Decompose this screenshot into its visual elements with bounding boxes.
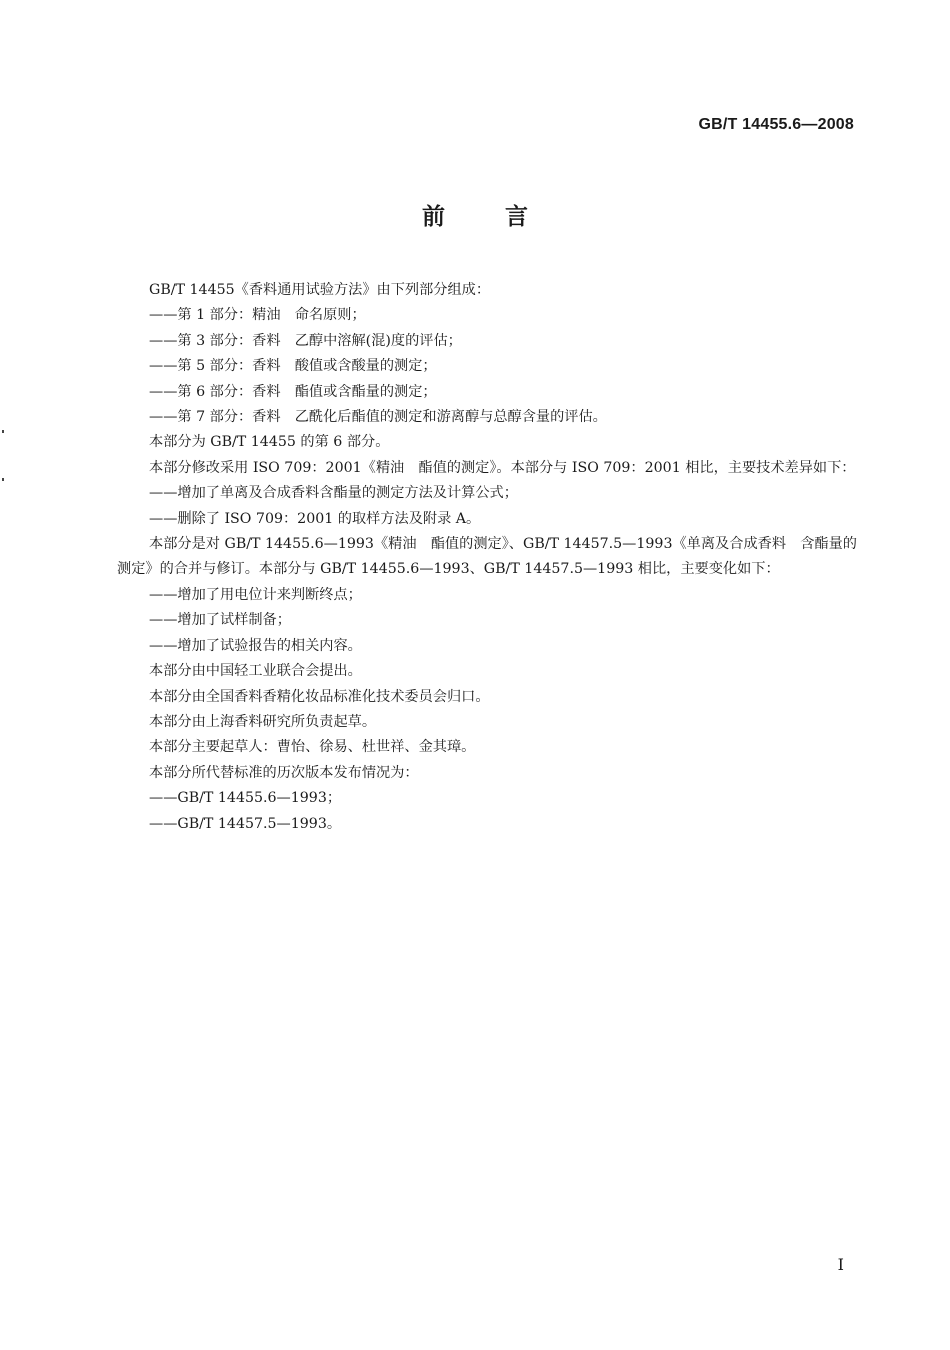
scan-mark bbox=[2, 430, 4, 433]
page-title: 前言 bbox=[422, 204, 588, 230]
foreword-body bbox=[117, 278, 857, 837]
page-number: I bbox=[837, 1255, 844, 1274]
standard-code: GB/T 14455.6—2008 bbox=[698, 116, 854, 133]
list-item: ——增加了用电位计来判断终点； bbox=[149, 586, 362, 603]
paragraph: 本部分所代替标准的历次版本发布情况为： bbox=[149, 764, 419, 781]
paragraph: 本部分主要起草人：曹怡、徐易、杜世祥、金其璋。 bbox=[149, 739, 476, 756]
paragraph: GB/T 14455《香料通用试验方法》由下列部分组成： bbox=[149, 282, 491, 298]
paragraph: 本部分为 GB/T 14455 的第 6 部分。 bbox=[149, 434, 390, 451]
list-item: ——删除了 ISO 709：2001 的取样方法及附录 A。 bbox=[149, 510, 481, 527]
paragraph: 本部分由上海香料研究所负责起草。 bbox=[149, 713, 377, 730]
list-item: ——第 7 部分：香料 乙酰化后酯值的测定和游离醇与总醇含量的评估。 bbox=[149, 409, 607, 426]
paragraph: 本部分是对 GB/T 14455.6—1993《精油 酯值的测定》、GB/T 14457.5—1993《单离及合成香料 含酯量的测定》的合并与修订。本部分与 GB/T 14455.6—1993、GB/T 14457.5—1993 相比，主要变化如下： bbox=[117, 536, 857, 578]
paragraph: 本部分修改采用 ISO 709：2001《精油 酯值的测定》。本部分与 ISO 709：2001 相比，主要技术差异如下： bbox=[149, 459, 856, 476]
list-item: ——第 5 部分：香料 酸值或含酸量的测定； bbox=[149, 358, 437, 375]
list-item: ——第 3 部分：香料 乙醇中溶解(混)度的评估； bbox=[149, 332, 462, 349]
paragraph: 本部分由中国轻工业联合会提出。 bbox=[149, 663, 362, 680]
list-item: ——GB/T 14455.6—1993； bbox=[149, 790, 342, 807]
list-item: ——增加了单离及合成香料含酯量的测定方法及计算公式； bbox=[149, 485, 518, 502]
list-item: ——第 1 部分：精油 命名原则； bbox=[149, 307, 366, 324]
list-item: ——GB/T 14457.5—1993。 bbox=[149, 815, 342, 832]
list-item: ——第 6 部分：香料 酯值或含酯量的测定； bbox=[149, 383, 437, 400]
list-item: ——增加了试验报告的相关内容。 bbox=[149, 637, 362, 654]
scan-mark bbox=[2, 478, 4, 481]
paragraph: 本部分由全国香料香精化妆品标准化技术委员会归口。 bbox=[149, 688, 490, 705]
list-item: ——增加了试样制备； bbox=[149, 612, 291, 629]
